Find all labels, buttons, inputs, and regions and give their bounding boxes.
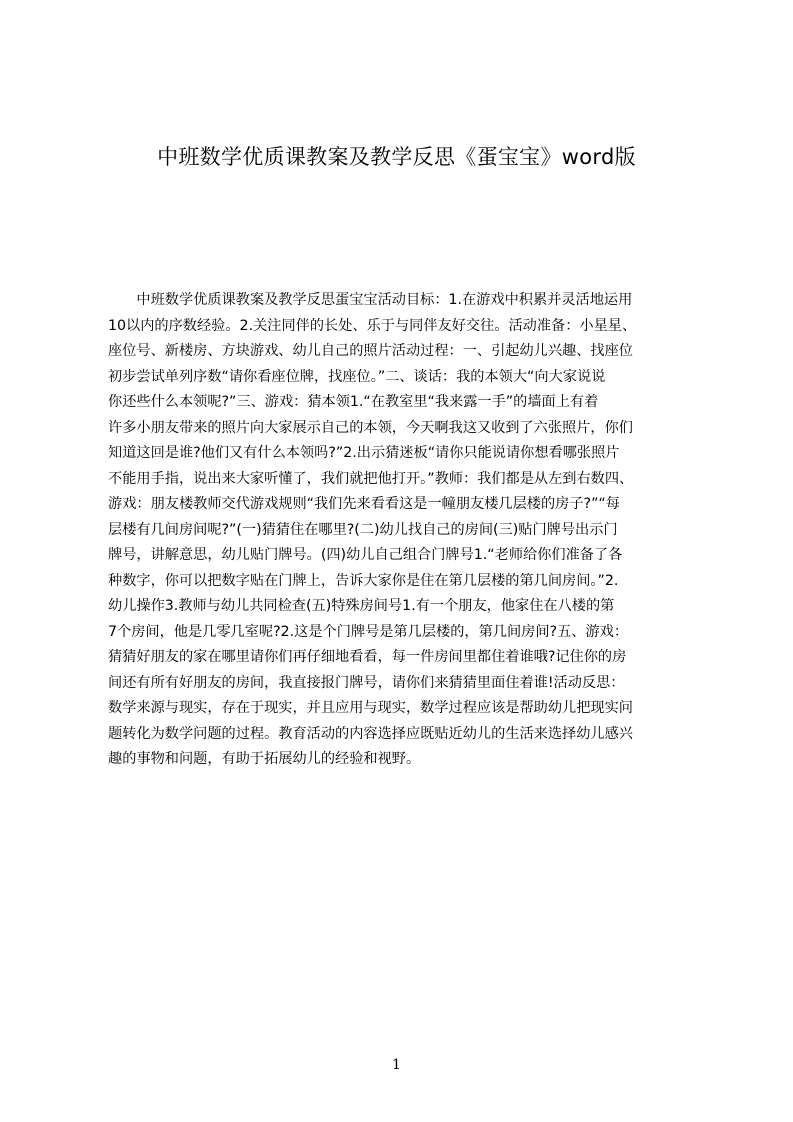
page-number: 1 [392, 1057, 401, 1073]
body-line: 10以内的序数经验。2.关注同伴的长处、乐于与同伴友好交往。活动准备：小星星、 [108, 317, 637, 334]
body-line: 你还些什么本领呢?”三、游戏：猜本领1.“在教室里“我来露一手”的墙面上有着 [108, 394, 599, 410]
body-line: 座位号、新楼房、方块游戏、幼儿自己的照片活动过程：一、引起幼儿兴趣、找座位 [108, 343, 633, 359]
document-body [108, 288, 700, 773]
body-line: 7个房间，他是几零几室呢?2.这是个门牌号是第几层楼的，第几间房间?五、游戏： [108, 623, 629, 640]
body-line: 猜猜好朋友的家在哪里请你们再仔细地看看，每一件房间里都住着谁哦?记住你的房 [108, 649, 627, 665]
body-line: 种数字，你可以把数字贴在门牌上，告诉大家你是住在第几层楼的第几间房间。”2. [108, 572, 619, 589]
body-line: 游戏：朋友楼教师交代游戏规则“我们先来看看这是一幢朋友楼几层楼的房子?”“每 [108, 496, 620, 512]
body-line: 初步尝试单列序数“请你看座位牌，找座位。”二、谈话：我的本领大“向大家说说 [108, 368, 606, 385]
body-line: 幼儿操作3.教师与幼儿共同检查(五)特殊房间号1.有一个朋友，他家住在八楼的第 [108, 598, 615, 614]
body-line: 中班数学优质课教案及教学反思蛋宝宝活动目标：1.在游戏中积累并灵活地运用 [108, 292, 633, 308]
body-line: 牌号，讲解意思，幼儿贴门牌号。(四)幼儿自己组合门牌号1.“老师给你们准备了各 [108, 547, 623, 563]
body-line: 知道这回是谁?他们又有什么本领吗?”2.出示猜迷板“请你只能说请你想看哪张照片 [108, 445, 620, 461]
body-line: 题转化为数学问题的过程。教育活动的内容选择应既贴近幼儿的生活来选择幼儿感兴 [108, 725, 633, 742]
body-line: 数学来源与现实，存在于现实，并且应用与现实，数学过程应该是帮助幼儿把现实问 [108, 700, 633, 716]
body-line: 趣的事物和问题，有助于拓展幼儿的经验和视野。 [108, 751, 421, 767]
body-line: 间还有所有好朋友的房间，我直接报门牌号，请你们来猜猜里面住着谁!活动反思： [108, 674, 625, 691]
document-title: 中班数学优质课教案及教学反思《蛋宝宝》word版 [157, 145, 636, 169]
body-line: 层楼有几间房间呢?”(一)猜猜住在哪里?(二)幼儿找自己的房间(三)贴门牌号出示门 [108, 521, 618, 538]
body-line: 许多小朋友带来的照片向大家展示自己的本领，今天啊我这又收到了六张照片，你们 [108, 419, 633, 436]
body-line: 不能用手指，说出来大家听懂了，我们就把他打开。”教师：我们都是从左到右数四、 [108, 470, 634, 487]
